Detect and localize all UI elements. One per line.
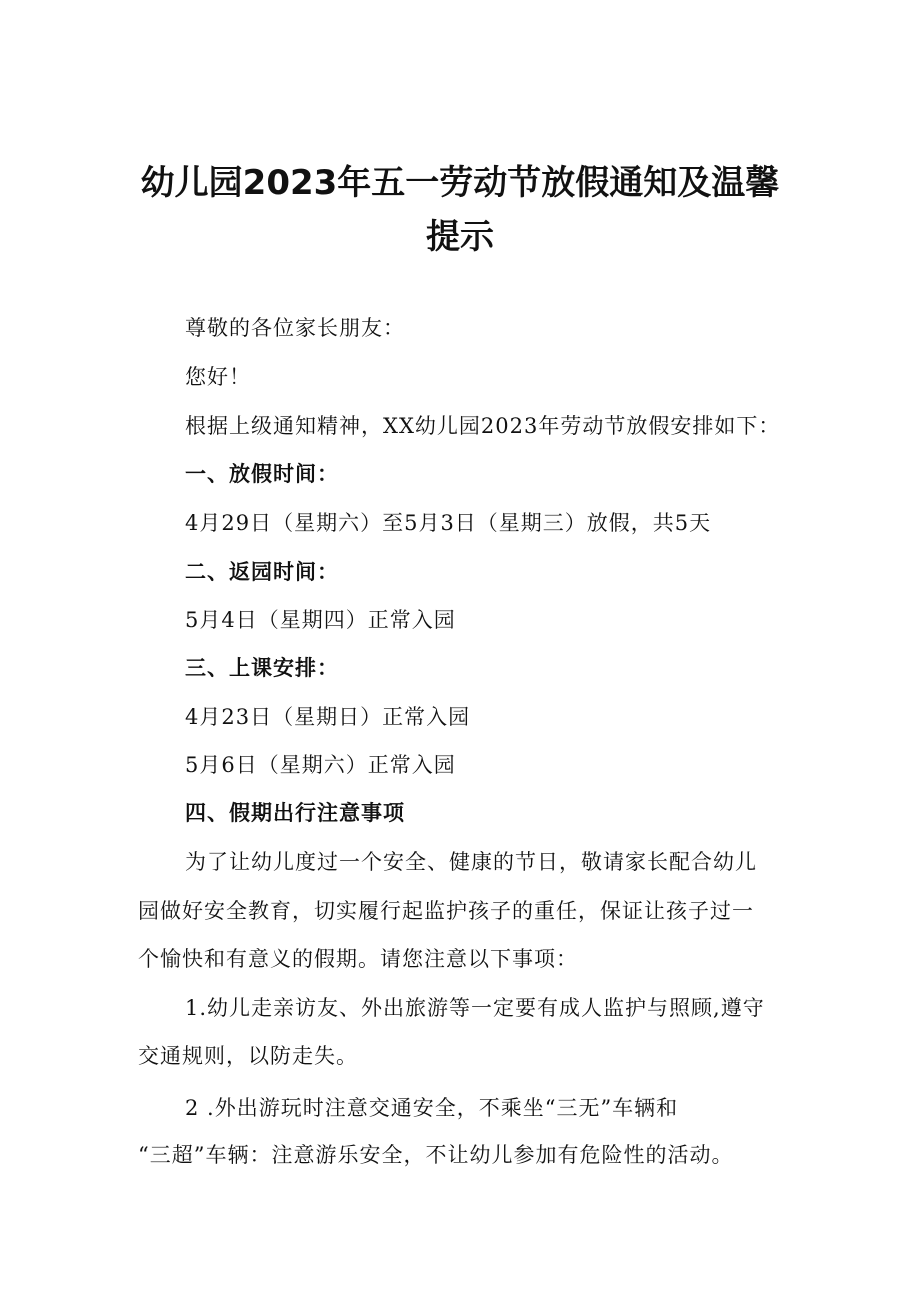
item-2-line-1: 2 .外出游玩时注意交通安全，不乘坐“三无”车辆和 (185, 1096, 679, 1120)
item-1-line-2: 交通规则，以防走失。 (138, 1044, 358, 1068)
holiday-time-detail: 4月29日（星期六）至5月3日（星期三）放假，共5天 (185, 511, 712, 535)
document-title-line-1: 幼儿园2023年五一劳动节放假通知及温馨 (140, 163, 780, 203)
paragraph-1-line-1: 为了让幼儿度过一个安全、健康的节日，敬请家长配合幼儿 (185, 850, 757, 874)
section-heading-travel-notes: 四、假期出行注意事项 (185, 801, 405, 825)
intro-text: 根据上级通知精神，XX幼儿园2023年劳动节放假安排如下： (185, 414, 781, 438)
section-heading-return-time: 二、返园时间： (185, 560, 339, 584)
paragraph-1-line-3: 个愉快和有意义的假期。请您注意以下事项： (138, 947, 578, 971)
item-2-line-2: “三超”车辆：注意游乐安全，不让幼儿参加有危险性的活动。 (138, 1143, 734, 1167)
greeting: 您好！ (185, 365, 251, 389)
section-heading-holiday-time: 一、放假时间： (185, 462, 339, 486)
return-time-detail: 5月4日（星期四）正常入园 (185, 608, 456, 632)
document-title-line-2: 提示 (426, 217, 494, 257)
salutation: 尊敬的各位家长朋友： (185, 316, 405, 340)
class-schedule-detail-1: 4月23日（星期日）正常入园 (185, 705, 471, 729)
class-schedule-detail-2: 5月6日（星期六）正常入园 (185, 753, 456, 777)
paragraph-1-line-2: 园做好安全教育，切实履行起监护孩子的重任，保证让孩子过一 (138, 899, 754, 923)
section-heading-class-schedule: 三、上课安排： (185, 656, 339, 680)
item-1-line-1: 1.幼儿走亲访友、外出旅游等一定要有成人监护与照顾,遵守 (185, 996, 765, 1020)
